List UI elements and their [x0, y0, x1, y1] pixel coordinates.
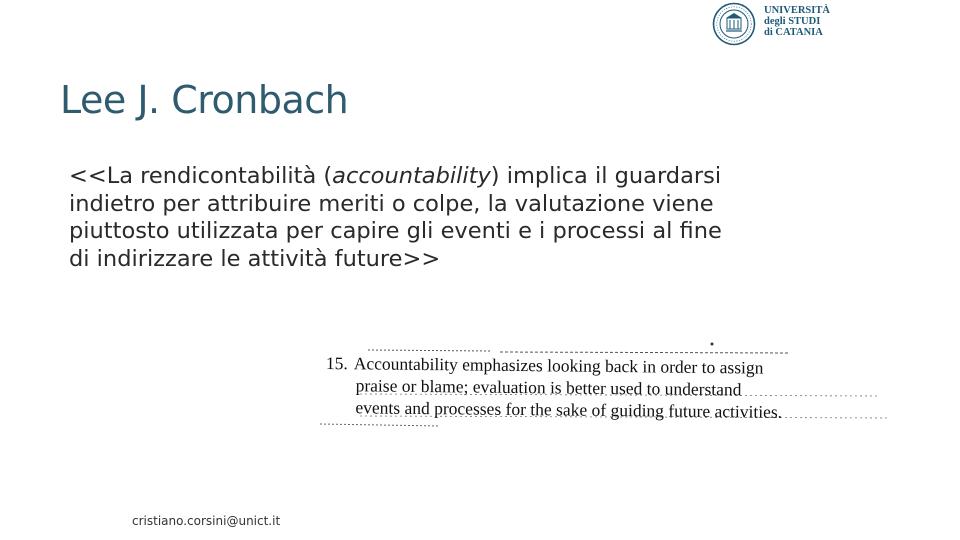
quote-line-1-start: <<La rendicontabilità ( [69, 163, 333, 189]
university-logo [712, 2, 828, 46]
logo-line-3: di CATANIA [764, 27, 823, 38]
logo-line-2: degli STUDI [764, 16, 821, 27]
quote-line-4: di indirizzare le attività future>> [69, 245, 441, 272]
scanned-excerpt-text [325, 352, 782, 423]
scan-line-3: events and processes for the sake of guiding future activities. [355, 397, 783, 422]
scan-line-1-text: Accountability emphasizes looking back in order to assign [353, 353, 764, 378]
quote-line-2: indietro per attribuire meriti o colpe, la valutazione viene [69, 190, 714, 217]
scan-line-2: praise or blame; evaluation is better used to understand [355, 375, 742, 400]
scanned-excerpt [320, 340, 892, 430]
logo-line-1: UNIVERSITÀ [764, 5, 830, 16]
footer-email: cristiano.corsini@unict.it [132, 514, 281, 528]
quote-term-accountability: accountability [332, 163, 491, 189]
quote-line-1 [69, 163, 949, 191]
university-name [764, 5, 830, 38]
quote-line-1-end: ) implica il guardarsi [490, 163, 722, 189]
university-seal-icon [712, 2, 756, 46]
quote-line-3: piuttosto utilizzata per capire gli eventi e i processi al fine [69, 218, 722, 244]
slide-title: Lee J. Cronbach [60, 78, 349, 122]
quote-text [69, 163, 949, 273]
scan-item-number: 15. [325, 352, 348, 374]
